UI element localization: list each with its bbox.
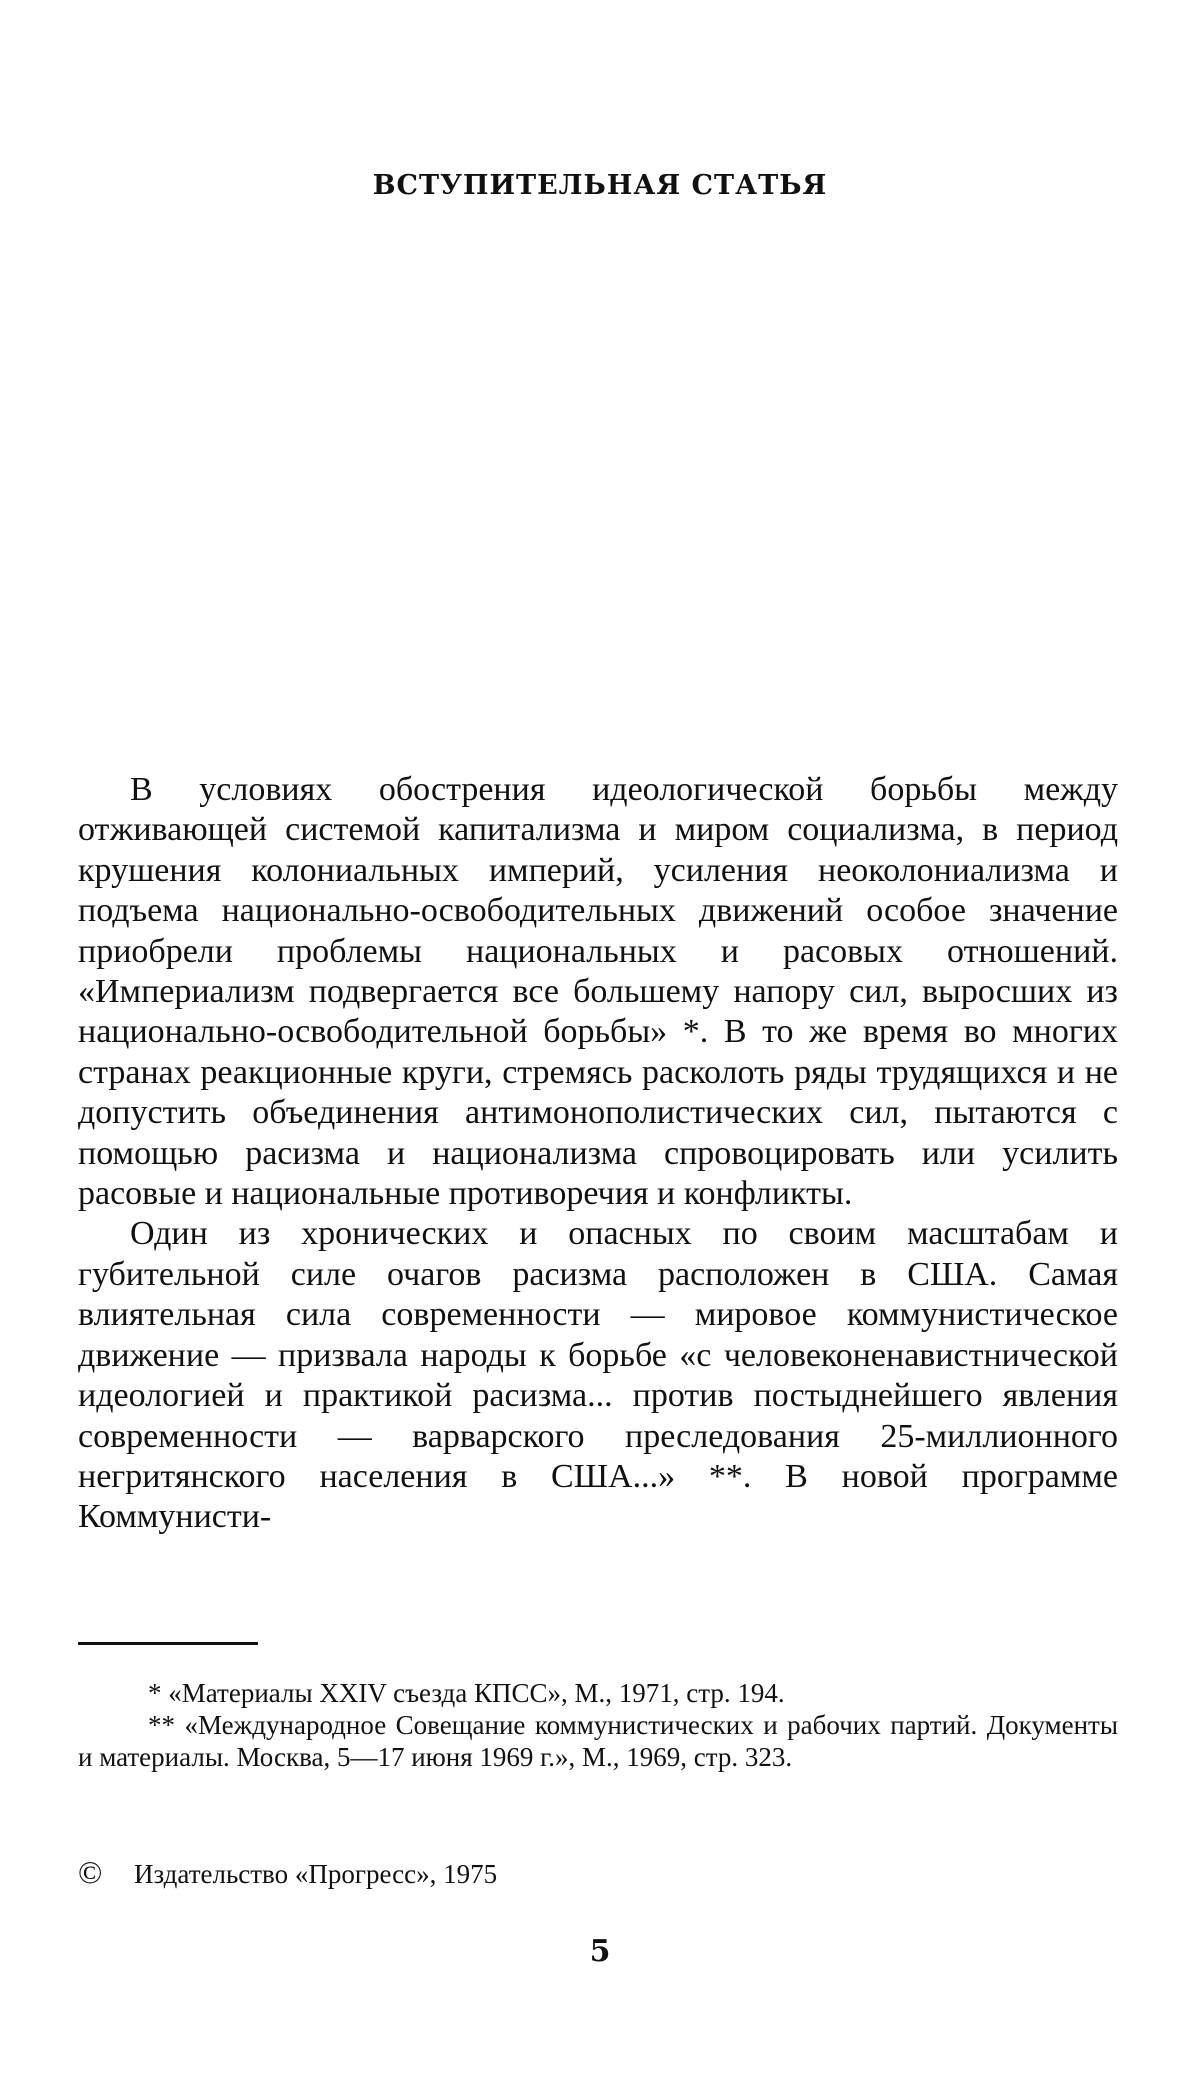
page-number: 5 xyxy=(589,1934,611,1969)
page-title: ВСТУПИТЕЛЬНАЯ СТАТЬЯ xyxy=(372,170,828,201)
copyright-text: Издательство «Прогресс», 1975 xyxy=(134,1859,498,1889)
paragraph-1: В условиях обострения идеологической борьбы между отживающей системой капитализма и миром социализма, в период крушения колониальных империй, усиления неоколониализма и подъема национально-освободительных движений особое значение приобрели проблемы национальных и расовых отношений. «Империализм подвергается все большему напору сил, выросших из национально-освободительной борьбы» *. В то же время во многих странах реакционные круги, стремясь расколоть ряды трудящихся и не допустить объединения антимонополистических сил, пытаются с помощью расизма и национализма спровоцировать или усилить расовые и национальные противоречия и конфликты. xyxy=(78,771,1118,1213)
footnote-2: ** «Международное Совещание коммунистических и рабочих партий. Документы и материалы. Москва, 5—17 июня 1969 г.», М., 1969, стр. 323. xyxy=(78,1710,1118,1772)
footnotes xyxy=(78,1677,1118,1773)
body-text xyxy=(78,770,1118,1538)
copyright-symbol: © xyxy=(78,1854,103,1890)
paragraph-2: Один из хронических и опасных по своим масштабам и губительной силе очагов расизма расположен в США. Самая влиятельная сила современности — мировое коммунистическое движение — призвала народы к борьбе «с человеконенавистнической идеологией и практикой расизма... против постыднейшего явления современности — варварского преследования 25-миллионного негритянского населения в США...» **. В новой программе Коммунисти- xyxy=(78,1215,1118,1536)
footnote-1: * «Материалы XXIV съезда КПСС», М., 1971, стр. 194. xyxy=(148,1678,785,1708)
copyright-line xyxy=(78,1856,1118,1890)
footnote-divider xyxy=(78,1642,258,1645)
